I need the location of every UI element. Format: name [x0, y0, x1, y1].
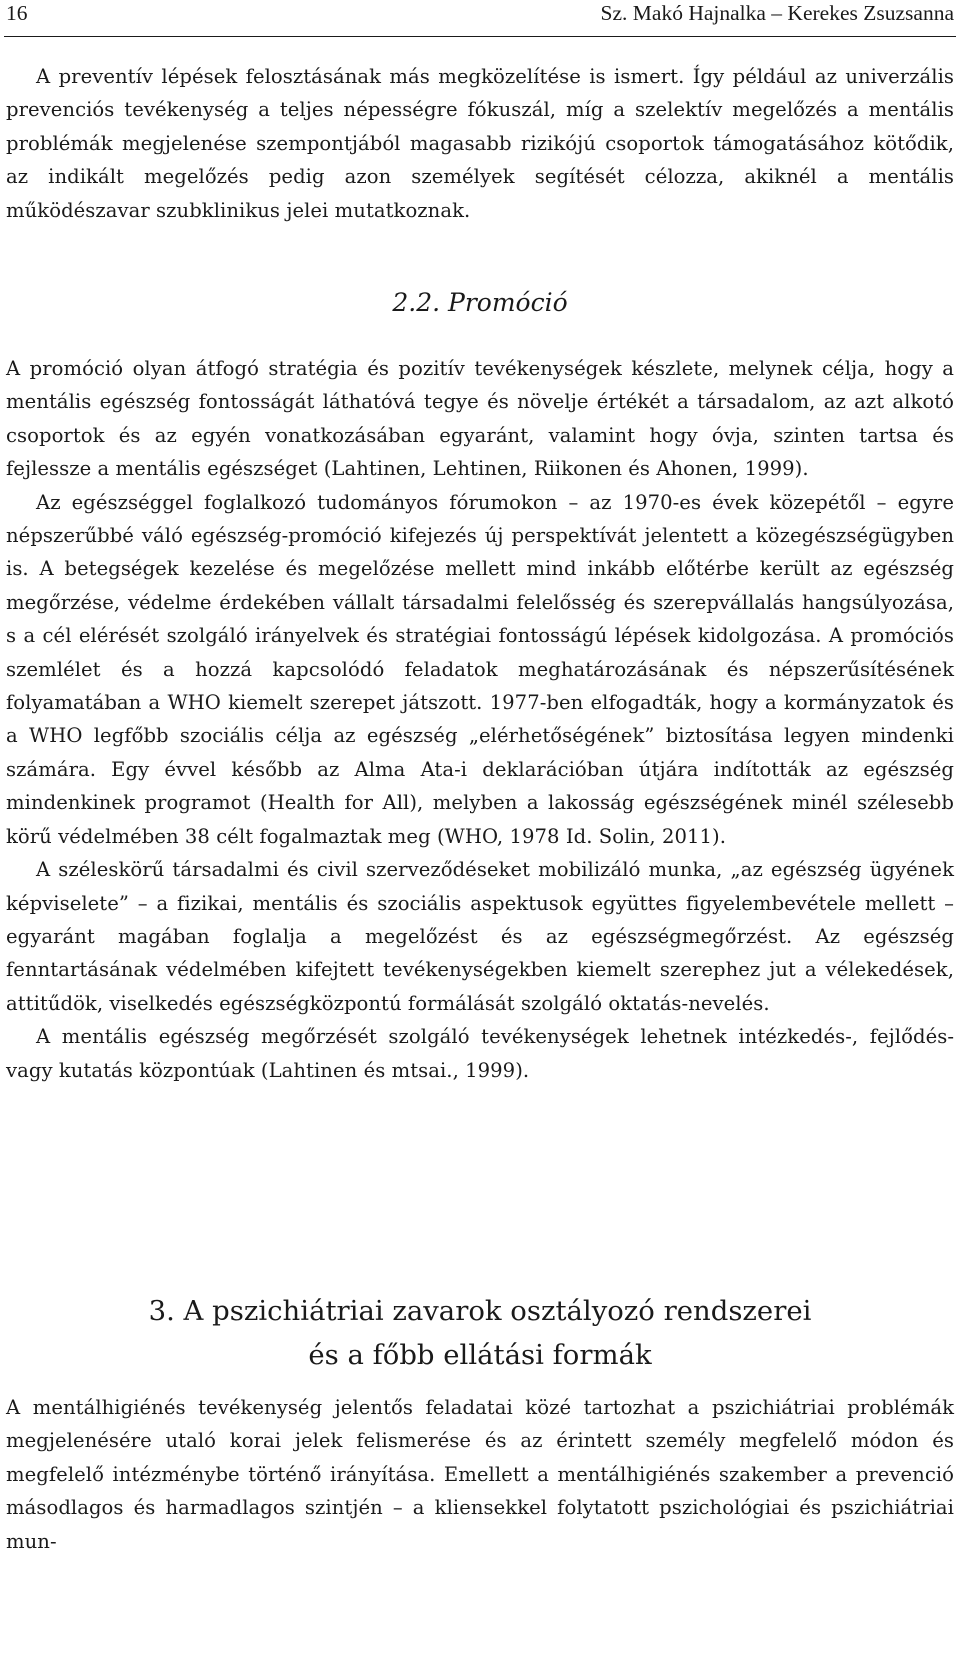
promocio-text-block: [6, 352, 954, 1087]
running-title: Sz. Makó Hajnalka – Kerekes Zsuzsanna: [600, 1, 954, 25]
running-header: [4, 0, 956, 37]
chapter-heading-line-1: 3. A pszichiátriai zavarok osztályozó rendszerei: [148, 1295, 812, 1327]
chapter-text-block: [6, 1391, 954, 1558]
body-paragraph: A mentálhigiénés tevékenység jelentős feladatai közé tartozhat a pszichiátriai problémák megjelenésére utaló korai jelek felismerése és az érintett személy megfelelő módon és megfelelő intézménybe történő irányítása. Emellett a mentálhigiénés szakember a prevenció másodlagos és harmadlagos szintjén – a kliensekkel folytatott pszichológiai és pszichiátriai mun-: [6, 1396, 954, 1553]
chapter-heading-line-2: és a főbb ellátási formák: [308, 1339, 652, 1371]
intro-text-block: [6, 60, 954, 227]
body-paragraph: A promóció olyan átfogó stratégia és pozitív tevékenységek készlete, melynek célja, hogy a mentális egészség fontosságát láthatóvá tegye és növelje értékét a társadalom, az azt alkotó csoportok és az egyén vonatkozásában egyaránt, valamint hogy óvja, szinten tartsa és fejlessze a mentális egészséget (Lahtinen, Lehtinen, Riikonen és Ahonen, 1999).: [6, 357, 954, 481]
body-paragraph: A széleskörű társadalmi és civil szerveződéseket mobilizáló munka, „az egészség ügyének képviselete” – a fizikai, mentális és szociális aspektusok együttes figyelembevétele mellett – egyaránt magában foglalja a megelőzést és az egészségmegőrzést. Az egészség fenntartásának védelmében kifejtett tevékenységekben kiemelt szerephez jut a vélekedések, attitűdök, viselkedés egészségközpontú formálását szolgáló oktatás-nevelés.: [6, 858, 954, 1015]
intro-paragraph: A preventív lépések felosztásának más megközelítése is ismert. Így például az univerzális prevenciós tevékenység a teljes népességre fókuszál, míg a szelektív megelőzés a mentális problémák megjelenése szempontjából magasabb rizikójú csoportok támogatásához kötődik, az indikált megelőzés pedig azon személyek segítését célozza, akiknél a mentális működészavar szubklinikus jelei mutatkoznak.: [6, 65, 954, 222]
body-paragraph: A mentális egészség megőrzését szolgáló tevékenységek lehetnek intézkedés-, fejlődés- vagy kutatás központúak (Lahtinen és mtsai., 1999).: [6, 1025, 954, 1082]
body-paragraph: Az egészséggel foglalkozó tudományos fórumokon – az 1970-es évek közepétől – egyre népszerűbbé váló egészség-promóció kifejezés új perspektívát jelentett a közegészségügyben is. A betegségek kezelése és megelőzése mellett mind inkább előtérbe került az egészség megőrzése, védelme érdekében vállalt társadalmi felelősség és szerepvállalás hangsúlyozása, s a cél elérését szolgáló irányelvek és stratégiai fontosságú lépések kidolgozása. A promóciós szemlélet és a hozzá kapcsolódó feladatok meghatározásának és népszerűsítésének folyamatában a WHO kiemelt szerepet játszott. 1977-ben elfogadták, hogy a kormányzatok és a WHO legfőbb szociális célja az egészség „elérhetőségének” biztosítása legyen mindenki számára. Egy évvel később az Alma Ata-i deklarációban útjára indították az egészség mindenkinek programot (Health for All), melyben a lakosság egészségének minél szélesebb körű védelmében 38 célt fogalmaztak meg (WHO, 1978 Id. Solin, 2011).: [6, 490, 954, 848]
page-number: 16: [6, 1, 28, 25]
section-heading-promocio: 2.2. Promóció: [392, 288, 568, 317]
chapter-heading: [0, 1289, 960, 1377]
